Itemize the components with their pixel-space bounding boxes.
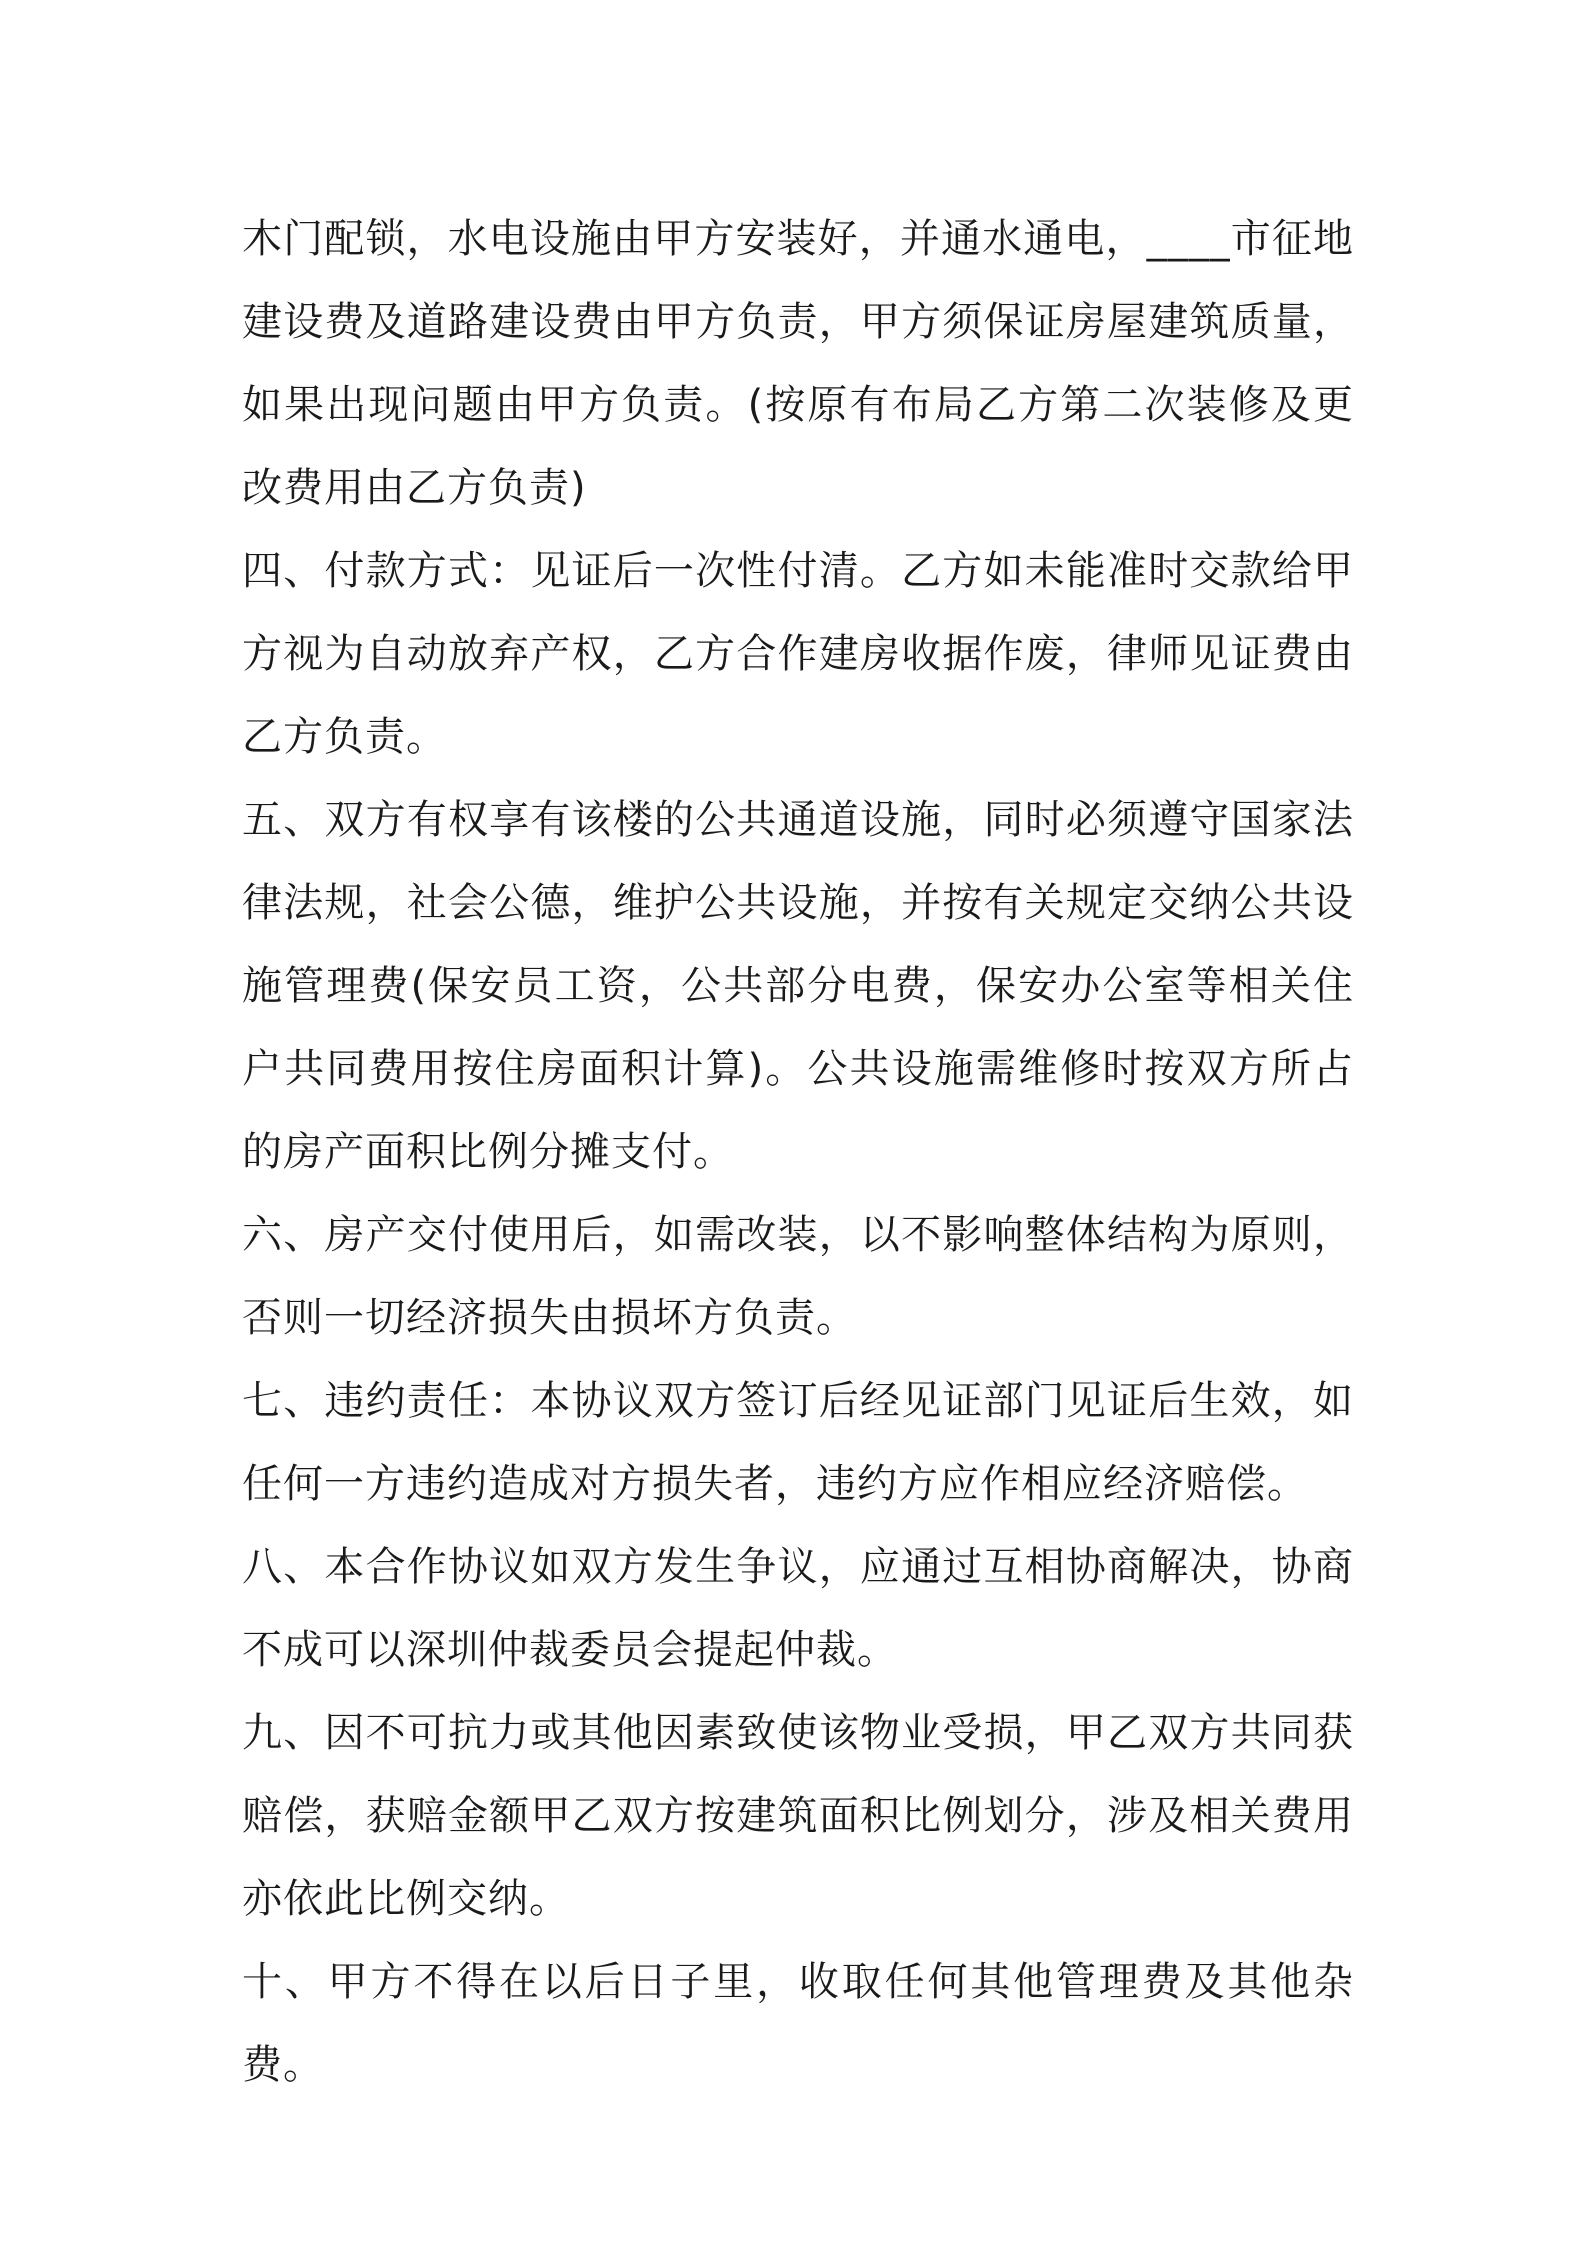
- paragraph-clause-seven-breach: 七、违约责任：本协议双方签订后经见证部门见证后生效，如任何一方违约造成对方损失者，违约方应作相应经济赔偿。: [242, 1378, 1354, 1507]
- paragraph-clause-eight-disputes: 八、本合作协议如双方发生争议，应通过互相协商解决，协商不成可以深圳仲裁委员会提起仲裁。: [242, 1544, 1354, 1673]
- paragraph-continuation-clause-three: 木门配锁，水电设施由甲方安装好，并通水通电，____市征地建设费及道路建设费由甲方负责，甲方须保证房屋建筑质量，如果出现问题由甲方负责。(按原有布局乙方第二次装修及更改费用由乙方负责): [242, 216, 1354, 511]
- paragraph-clause-five-public-facilities: 五、双方有权享有该楼的公共通道设施，同时必须遵守国家法律法规，社会公德，维护公共设施，并按有关规定交纳公共设施管理费(保安员工资，公共部分电费，保安办公室等相关住户共同费用按住房面积计算)。公共设施需维修时按双方所占的房产面积比例分摊支付。: [242, 797, 1354, 1175]
- paragraph-clause-four-payment: 四、付款方式：见证后一次性付清。乙方如未能准时交款给甲方视为自动放弃产权，乙方合作建房收据作废，律师见证费由乙方负责。: [242, 548, 1354, 760]
- paragraph-clause-nine-force-majeure: 九、因不可抗力或其他因素致使该物业受损，甲乙双方共同获赔偿，获赔金额甲乙双方按建筑面积比例划分，涉及相关费用亦依此比例交纳。: [242, 1710, 1354, 1922]
- document-body: [242, 198, 1354, 2107]
- paragraph-clause-ten-fees: 十、甲方不得在以后日子里，收取任何其他管理费及其他杂费。: [242, 1959, 1354, 2088]
- paragraph-clause-six-renovation: 六、房产交付使用后，如需改装，以不影响整体结构为原则，否则一切经济损失由损坏方负责。: [242, 1212, 1354, 1341]
